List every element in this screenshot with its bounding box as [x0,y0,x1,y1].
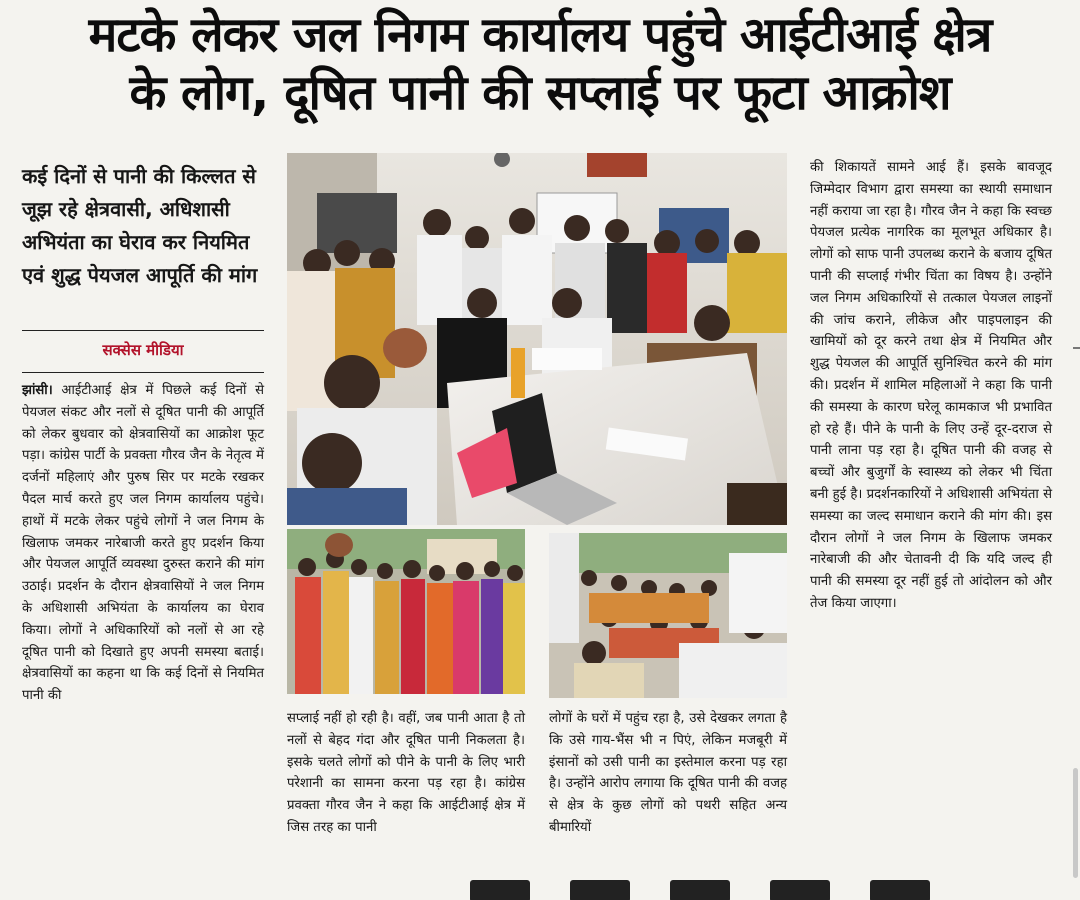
subheadline: कई दिनों से पानी की किल्लत से जूझ रहे क्षेत्रवासी, अधिशासी अभियंता का घेराव कर नियमित एवं शुद्ध पेयजल आपूर्ति की मांग [22,164,258,287]
column-1-text: आईटीआई क्षेत्र में पिछले कई दिनों से पेयजल संकट और नलों से दूषित पानी की आपूर्ति को लेकर बुधवार को क्षेत्रवासियों का आक्रोश फूट पड़ा। कांग्रेस पार्टी के प्रवक्ता गौरव जैन के नेतृत्व में दर्जनों महिलाएं और पुरुष सिर पर मटके रखकर पैदल मार्च करते हुए जल निगम कार्यालय पहुंचे। हाथों में मटके लेकर पहुंचे लोगों ने जल निगम के खिलाफ जमकर नारेबाजी करते हुए प्रदर्शन किया और पेयजल आपूर्ति व्यवस्था दुरुस्त कराने की मांग उठाई। प्रदर्शन के दौरान क्षेत्रवासियों ने जल निगम के अधिशासी अभियंता के कार्यालय का घेराव किया। लोगों ने अधिकारियों को नलों से आ रहे दूषित पानी को दिखाते हुए अपनी समस्या बताई। क्षेत्रवासियों का कहना था कि कई दिनों से नियमित पानी की [22,383,264,704]
headline-line-2: के लोग, दूषित पानी की सप्लाई पर फूटा आक्रोश [129,65,951,121]
headline [20,6,1060,122]
column-2-text: सप्लाई नहीं हो रही है। वहीं, जब पानी आता है तो नलों से बेहद गंदा और दूषित पानी निकलता है। इसके चलते लोगों को पीने के पानी के लिए भारी परेशानी का सामना करना पड़ रहा है। कांग्रेस प्रवक्ता गौरव जैन ने कहा कि आईटीआई क्षेत्र में जिस तरह का पानी [287,711,525,835]
column-4-text: की शिकायतें सामने आई हैं। इसके बावजूद जिम्मेदार विभाग द्वारा समस्या का स्थायी समाधान नहीं कराया जा रहा है। गौरव जैन ने कहा कि स्वच्छ पेयजल प्रत्येक नागरिक का मूलभूत अधिकार है। लोगों को साफ पानी उपलब्ध कराने के बजाय दूषित पानी की सप्लाई गंभीर चिंता का विषय है। उन्होंने जल निगम अधिकारियों से तत्काल पेयजल लाइनों की जांच कराने, लीकेज और पाइपलाइन की खामियों को दूर करने तथा क्षेत्र में नियमित और शुद्ध पेयजल की आपूर्ति सुनिश्चित करने की मांग की। प्रदर्शन में शामिल महिलाओं ने कहा कि पानी की समस्या के कारण घरेलू कामकाज भी प्रभावित हो रहे हैं। पीने के पानी के लिए उन्हें दूर-दराज से पानी लाना पड़ रहा है। दूषित पानी की वजह से बच्चों और बुजुर्गों के स्वास्थ्य को लेकर भी चिंता बनी हुई है। प्रदर्शनकारियों ने अधिशासी अभियंता से समस्या का जल्द समाधान कराने की मांग की। इस दौरान लोगों ने जल निगम के खिलाफ जमकर नारेबाजी की और चेतावनी दी कि यदि जल्द ही पानी की समस्या दूर नहीं हुई तो आंदोलन को और तेज किया जाएगा। [810,160,1052,611]
protest-photo [287,529,525,694]
article-column-1 [22,380,264,707]
divider-bottom [22,372,264,373]
byline: सक्सेस मीडिया [102,341,184,359]
next-article-headline-partial [470,880,990,900]
sit-in-photo [549,533,787,698]
article-column-2 [287,708,525,839]
divider-top [22,330,264,331]
margin-mark [1073,347,1080,349]
column-3-text: लोगों के घरों में पहुंच रहा है, उसे देखकर लगता है कि उसे गाय-भैंस भी न पिएं, लेकिन मजबूरी में इंसानों को उसी पानी का इस्तेमाल करना पड़ रहा है। उन्होंने आरोप लगाया कि दूषित पानी की वजह से क्षेत्र के कुछ लोगों को पथरी सहित अन्य बीमारियों [549,711,787,835]
main-photo [287,153,787,525]
scrollbar[interactable] [1073,768,1078,878]
headline-line-1: मटके लेकर जल निगम कार्यालय पहुंचे आईटीआई क्षेत्र [88,7,992,63]
article-column-3 [549,708,787,839]
dateline: झांसी। [22,383,53,398]
article-column-4 [810,157,1052,615]
